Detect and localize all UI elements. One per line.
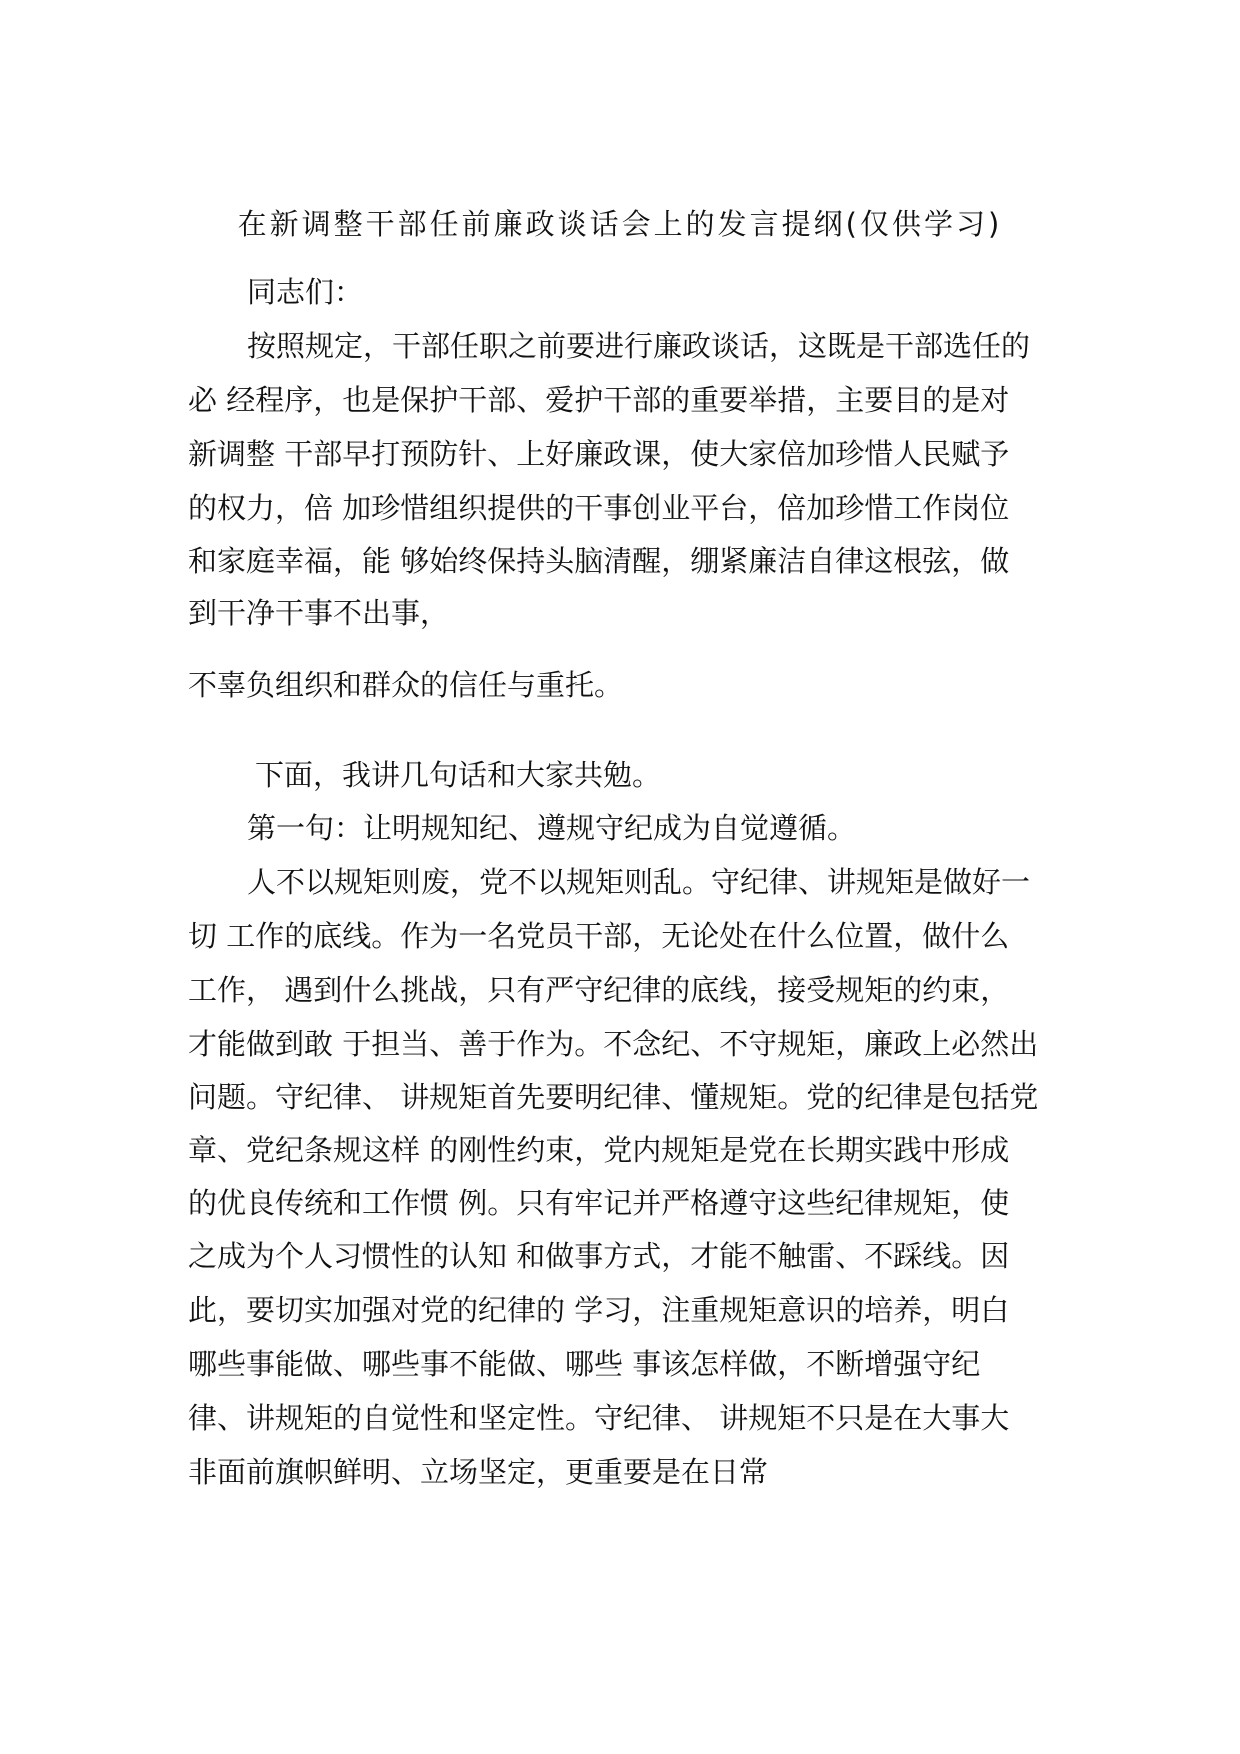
document-title: 在新调整干部任前廉政谈话会上的发言提纲(仅供学习) xyxy=(237,207,1003,241)
paragraph-line: 此，要切实加强对党的纪律的 学习，注重规矩意识的培养，明白 xyxy=(188,1293,1010,1327)
paragraph-line: 新调整 干部早打预防针、上好廉政课，使大家倍加珍惜人民赋予 xyxy=(188,437,1010,471)
paragraph-line: 不辜负组织和群众的信任与重托。 xyxy=(188,668,624,702)
paragraph-line: 章、党纪条规这样 的刚性约束，党内规矩是党在长期实践中形成 xyxy=(188,1133,1010,1167)
paragraph-line: 和家庭幸福，能 够始终保持头脑清醒，绷紧廉洁自律这根弦，做 xyxy=(188,544,1010,578)
section-heading: 第一句：让明规知纪、遵规守纪成为自觉遵循。 xyxy=(247,811,857,845)
paragraph-line: 问题。守纪律、 讲规矩首先要明纪律、懂规矩。党的纪律是包括党 xyxy=(188,1080,1039,1114)
paragraph-line: 下面，我讲几句话和大家共勉。 xyxy=(255,758,662,792)
paragraph-line: 才能做到敢 于担当、善于作为。不念纪、不守规矩，廉政上必然出 xyxy=(188,1027,1039,1061)
paragraph-line: 非面前旗帜鲜明、立场坚定，更重要是在日常 xyxy=(188,1455,769,1489)
paragraph-line: 律、讲规矩的自觉性和坚定性。守纪律、 讲规矩不只是在大事大 xyxy=(188,1401,1010,1435)
paragraph-line: 的优良传统和工作惯 例。只有牢记并严格遵守这些纪律规矩，使 xyxy=(188,1186,1010,1220)
paragraph-line: 必 经程序，也是保护干部、爱护干部的重要举措，主要目的是对 xyxy=(188,383,1010,417)
paragraph-line: 工作， 遇到什么挑战，只有严守纪律的底线，接受规矩的约束， xyxy=(188,973,1010,1007)
paragraph-line: 哪些事能做、哪些事不能做、哪些 事该怎样做，不断增强守纪 xyxy=(188,1347,981,1381)
paragraph-line: 按照规定，干部任职之前要进行廉政谈话，这既是干部选任的 xyxy=(247,329,1031,363)
paragraph-line: 人不以规矩则废，党不以规矩则乱。守纪律、讲规矩是做好一 xyxy=(247,865,1031,899)
paragraph-line: 的权力，倍 加珍惜组织提供的干事创业平台，倍加珍惜工作岗位 xyxy=(188,491,1010,525)
paragraph-line: 切 工作的底线。作为一名党员干部，无论处在什么位置，做什么 xyxy=(188,919,1010,953)
paragraph-line: 之成为个人习惯性的认知 和做事方式，才能不触雷、不踩线。因 xyxy=(188,1239,1010,1273)
paragraph-line: 到干净干事不出事， xyxy=(188,596,450,630)
salutation: 同志们： xyxy=(247,275,364,309)
